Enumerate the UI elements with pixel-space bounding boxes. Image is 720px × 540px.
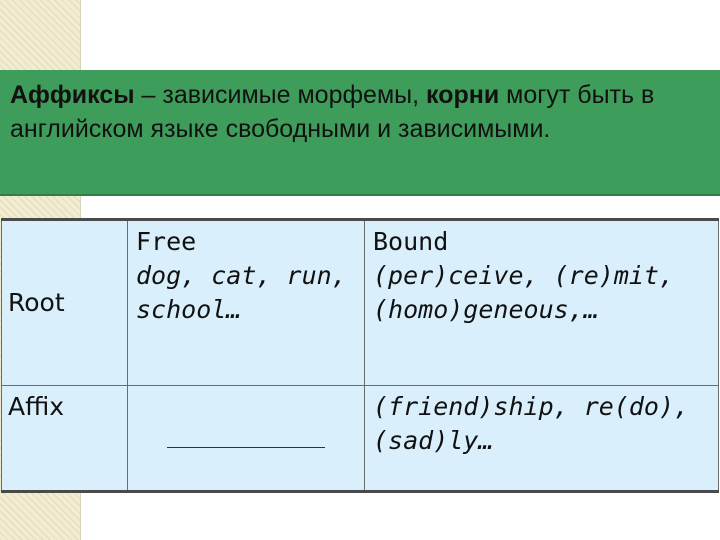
free-affix-cell [128,386,365,492]
bound-affix-cell [365,386,719,492]
morpheme-table [1,218,719,493]
row-label-affix: Affix [2,386,128,492]
column-header-bound: Bound [373,227,449,256]
definition-part-2: могут быть в английском языке свободными и зависимыми. [10,81,655,143]
table-row-root [2,220,719,386]
bound-affix-examples: (friend)ship, re(do), (sad)ly… [373,392,690,455]
free-root-cell [128,220,365,386]
free-root-examples: dog, cat, run, school… [136,261,347,324]
term-affixes: Аффиксы [10,81,135,109]
table-row-affix [2,386,719,492]
term-roots: корни [426,81,500,109]
empty-dash [167,447,325,448]
bound-root-examples: (per)ceive, (re)mit, (homo)geneous,… [373,261,675,324]
column-header-free: Free [136,227,197,256]
bound-root-cell [365,220,719,386]
definition-text [10,78,710,146]
row-label-root: Root [2,220,128,386]
definition-part-1: – зависимые морфемы, [134,81,427,109]
definition-banner [0,70,720,196]
